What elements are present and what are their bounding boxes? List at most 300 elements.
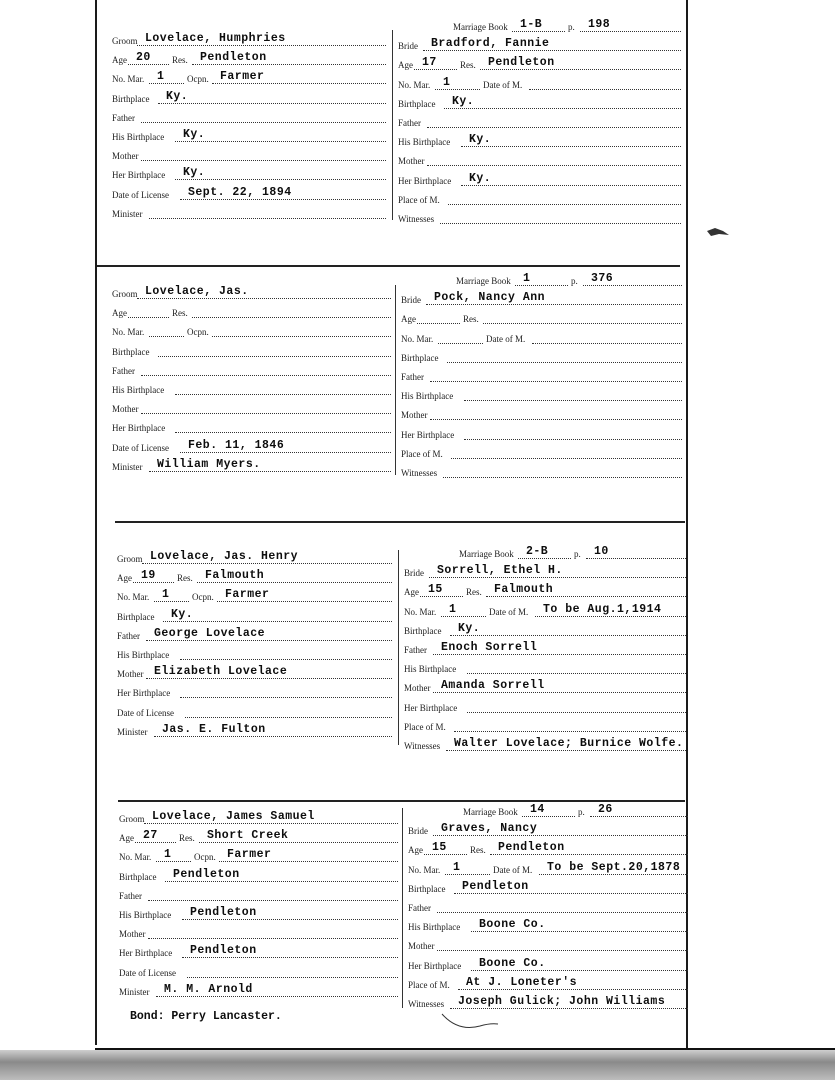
groom-no-mar-value: 1 [164, 848, 172, 861]
bride-her-birthplace-label: Her Birthplace [404, 703, 458, 713]
fill-in-line [146, 678, 392, 679]
bride-witnesses-value: Walter Lovelace; Burnice Wolfe. [454, 737, 684, 750]
fill-in-line [471, 931, 688, 932]
pen-stroke [440, 1010, 500, 1034]
fill-in-line [522, 816, 575, 817]
bride-his-birthplace-value: Ky. [469, 133, 492, 146]
fill-in-line [445, 874, 490, 875]
bride-marriage-book-field [453, 18, 565, 36]
groom-his-birthplace-value: Pendleton [190, 906, 257, 919]
groom-mother-field [117, 665, 392, 683]
groom-ocpn-label: Ocpn. [187, 327, 209, 337]
fill-in-line [464, 400, 682, 401]
fill-in-line [128, 64, 169, 65]
bride-her-birthplace-label: Her Birthplace [401, 430, 455, 440]
groom-no-mar-value: 1 [157, 70, 165, 83]
bride-birthplace-label: Birthplace [401, 353, 439, 363]
bride-place-of-m-label: Place of M. [404, 722, 446, 732]
groom-age-field [112, 304, 169, 322]
bride-mother-label: Mother [398, 156, 425, 166]
bride-p-value: 10 [594, 545, 609, 558]
bride-birthplace-label: Birthplace [398, 99, 436, 109]
groom-her-birthplace-field [119, 944, 398, 962]
fill-in-line [426, 304, 682, 305]
groom-minister-field [119, 983, 398, 1001]
fill-in-line [535, 616, 686, 617]
groom-age-field [117, 569, 174, 587]
fill-in-line [490, 854, 688, 855]
bride-her-birthplace-value: Boone Co. [479, 957, 546, 970]
bride-birthplace-value: Ky. [458, 622, 481, 635]
bride-no-mar-value: 1 [449, 603, 457, 616]
fill-in-line [450, 635, 686, 636]
groom-age-value: 27 [143, 829, 158, 842]
groom-res-field [172, 304, 391, 322]
groom-his-birthplace-field [112, 381, 391, 399]
groom-res-value: Falmouth [205, 569, 265, 582]
record-separator [97, 265, 680, 267]
groom-his-birthplace-label: His Birthplace [112, 132, 165, 142]
fill-in-line [141, 122, 386, 123]
groom-minister-value: William Myers. [157, 458, 261, 471]
groom-mother-label: Mother [112, 404, 139, 414]
bride-marriage-book-label: Marriage Book [459, 549, 514, 559]
fill-in-line [443, 477, 682, 478]
bride-birthplace-field [401, 349, 682, 367]
fill-in-line [182, 919, 398, 920]
bride-p-field [578, 803, 688, 821]
groom-res-label: Res. [172, 308, 188, 318]
groom-minister-value: Jas. E. Fulton [162, 723, 266, 736]
groom-ocpn-field [192, 588, 392, 606]
fill-in-line [512, 31, 565, 32]
groom-age-label: Age [117, 573, 132, 583]
fill-in-line [423, 50, 681, 51]
groom-groom-label: Groom [117, 554, 143, 564]
bride-mother-field [404, 679, 686, 697]
fill-in-line [219, 861, 398, 862]
fill-in-line [414, 69, 457, 70]
bride-age-value: 15 [428, 583, 443, 596]
groom-her-birthplace-field [117, 684, 392, 702]
groom-father-field [112, 109, 386, 127]
groom-minister-field [117, 723, 392, 741]
groom-age-label: Age [112, 55, 127, 65]
groom-groom-value: Lovelace, Jas. [145, 285, 249, 298]
fill-in-line [137, 298, 391, 299]
bride-bride-label: Bride [398, 41, 418, 51]
bride-her-birthplace-field [401, 426, 682, 444]
bride-his-birthplace-field [404, 660, 686, 678]
fill-in-line [446, 750, 686, 751]
bride-no-mar-label: No. Mar. [408, 865, 441, 875]
bride-p-value: 376 [591, 272, 614, 285]
groom-father-field [117, 627, 392, 645]
fill-in-line [458, 989, 688, 990]
groom-minister-label: Minister [117, 727, 148, 737]
bride-res-value: Falmouth [494, 583, 554, 596]
groom-her-birthplace-label: Her Birthplace [112, 423, 166, 433]
bride-father-label: Father [404, 645, 427, 655]
groom-groom-field [112, 285, 391, 303]
bride-p-label: p. [578, 807, 585, 817]
groom-ocpn-field [187, 70, 386, 88]
groom-age-value: 19 [141, 569, 156, 582]
groom-his-birthplace-label: His Birthplace [112, 385, 165, 395]
groom-date-of-license-label: Date of License [112, 443, 169, 453]
groom-mother-field [112, 400, 391, 418]
groom-birthplace-label: Birthplace [112, 347, 150, 357]
bride-no-mar-label: No. Mar. [404, 607, 437, 617]
groom-ocpn-field [194, 848, 398, 866]
bride-mother-label: Mother [401, 410, 428, 420]
fill-in-line [429, 577, 686, 578]
bride-age-label: Age [408, 845, 423, 855]
bride-marriage-book-value: 14 [530, 803, 545, 816]
bride-p-label: p. [568, 22, 575, 32]
bride-witnesses-label: Witnesses [408, 999, 445, 1009]
bride-no-mar-field [401, 330, 483, 348]
bride-date-of-m-field [486, 330, 682, 348]
groom-her-birthplace-label: Her Birthplace [117, 688, 171, 698]
fill-in-line [149, 471, 391, 472]
fill-in-line [175, 432, 391, 433]
groom-birthplace-label: Birthplace [119, 872, 157, 882]
bride-p-field [568, 18, 681, 36]
fill-in-line [529, 89, 681, 90]
groom-mother-label: Mother [119, 929, 146, 939]
bride-father-field [398, 114, 681, 132]
groom-father-value: George Lovelace [154, 627, 266, 640]
fill-in-line [590, 816, 688, 817]
fill-in-line [467, 712, 686, 713]
fill-in-line [180, 199, 386, 200]
fill-in-line [580, 31, 681, 32]
groom-her-birthplace-label: Her Birthplace [112, 170, 166, 180]
bride-marriage-book-label: Marriage Book [456, 276, 511, 286]
fill-in-line [464, 439, 682, 440]
bride-her-birthplace-label: Her Birthplace [398, 176, 452, 186]
fill-in-line [454, 893, 688, 894]
bride-birthplace-label: Birthplace [408, 884, 446, 894]
fill-in-line [417, 323, 460, 324]
fill-in-line [461, 185, 681, 186]
bride-res-field [463, 310, 682, 328]
groom-his-birthplace-field [119, 906, 398, 924]
fill-in-line [128, 317, 169, 318]
bride-res-label: Res. [460, 60, 476, 70]
groom-date-of-license-field [117, 704, 392, 722]
bride-place-of-m-label: Place of M. [398, 195, 440, 205]
groom-his-birthplace-value: Ky. [183, 128, 206, 141]
fill-in-line [133, 582, 174, 583]
fill-in-line [539, 874, 688, 875]
groom-his-birthplace-label: His Birthplace [117, 650, 170, 660]
groom-groom-field [119, 810, 398, 828]
bride-marriage-book-label: Marriage Book [453, 22, 508, 32]
bride-p-value: 26 [598, 803, 613, 816]
groom-no-mar-field [119, 848, 191, 866]
groom-groom-value: Lovelace, James Samuel [152, 810, 315, 823]
groom-his-birthplace-label: His Birthplace [119, 910, 172, 920]
groom-groom-value: Lovelace, Jas. Henry [150, 550, 299, 563]
groom-ocpn-label: Ocpn. [194, 852, 216, 862]
groom-birthplace-value: Pendleton [173, 868, 240, 881]
groom-res-label: Res. [179, 833, 195, 843]
fill-in-line [440, 223, 681, 224]
bride-mother-label: Mother [408, 941, 435, 951]
fill-in-line [141, 375, 391, 376]
groom-groom-value: Lovelace, Humphries [145, 32, 286, 45]
groom-minister-label: Minister [112, 462, 143, 472]
bride-date-of-m-value: To be Aug.1,1914 [543, 603, 662, 616]
groom-no-mar-label: No. Mar. [112, 327, 145, 337]
groom-date-of-license-label: Date of License [112, 190, 169, 200]
fill-in-line [197, 582, 392, 583]
fill-in-line [586, 558, 686, 559]
bride-birthplace-field [398, 95, 681, 113]
bride-p-field [574, 545, 686, 563]
bride-marriage-book-label: Marriage Book [463, 807, 518, 817]
bride-age-field [408, 841, 467, 859]
bride-bride-value: Pock, Nancy Ann [434, 291, 546, 304]
bride-her-birthplace-value: Ky. [469, 172, 492, 185]
groom-date-of-license-field [112, 186, 386, 204]
bride-mother-label: Mother [404, 683, 431, 693]
bride-witnesses-field [401, 464, 682, 482]
fill-in-line [583, 285, 682, 286]
bride-father-field [404, 641, 686, 659]
groom-groom-label: Groom [119, 814, 145, 824]
bride-no-mar-value: 1 [443, 76, 451, 89]
bride-witnesses-label: Witnesses [398, 214, 435, 224]
groom-mother-label: Mother [112, 151, 139, 161]
bride-age-field [401, 310, 460, 328]
bride-no-mar-field [398, 76, 480, 94]
bride-age-field [404, 583, 463, 601]
fill-in-line [437, 912, 688, 913]
fill-in-line [450, 1008, 688, 1009]
fill-in-line [135, 842, 176, 843]
groom-minister-field [112, 205, 386, 223]
bride-date-of-m-field [493, 861, 688, 879]
bride-place-of-m-field [408, 976, 688, 994]
bride-date-of-m-label: Date of M. [493, 865, 533, 875]
groom-birthplace-field [119, 868, 398, 886]
bride-his-birthplace-field [401, 387, 682, 405]
fill-in-line [149, 336, 184, 337]
groom-birthplace-label: Birthplace [117, 612, 155, 622]
groom-birthplace-value: Ky. [166, 90, 189, 103]
bride-age-value: 15 [432, 841, 447, 854]
groom-ocpn-field [187, 323, 391, 341]
bride-marriage-book-value: 1-B [520, 18, 543, 31]
column-divider [395, 285, 396, 475]
fill-in-line [146, 640, 392, 641]
bride-her-birthplace-field [404, 699, 686, 717]
bride-his-birthplace-value: Boone Co. [479, 918, 546, 931]
groom-minister-label: Minister [112, 209, 143, 219]
bride-her-birthplace-field [408, 957, 688, 975]
bride-his-birthplace-label: His Birthplace [401, 391, 454, 401]
bride-his-birthplace-label: His Birthplace [398, 137, 451, 147]
fill-in-line [532, 343, 682, 344]
fill-in-line [217, 601, 392, 602]
fill-in-line [175, 179, 386, 180]
bride-birthplace-value: Pendleton [462, 880, 529, 893]
bride-place-of-m-field [398, 191, 681, 209]
bride-age-field [398, 56, 457, 74]
bride-birthplace-label: Birthplace [404, 626, 442, 636]
fill-in-line [467, 673, 686, 674]
groom-date-of-license-value: Sept. 22, 1894 [188, 186, 292, 199]
groom-res-field [172, 51, 386, 69]
bride-father-field [408, 899, 688, 917]
bride-p-field [571, 272, 682, 290]
bride-res-label: Res. [466, 587, 482, 597]
bride-marriage-book-value: 1 [523, 272, 531, 285]
bride-mother-field [408, 937, 688, 955]
fill-in-line [192, 317, 391, 318]
bride-her-birthplace-label: Her Birthplace [408, 961, 462, 971]
groom-age-label: Age [112, 308, 127, 318]
bride-bride-label: Bride [401, 295, 421, 305]
bride-witnesses-field [398, 210, 681, 228]
groom-mother-label: Mother [117, 669, 144, 679]
groom-birthplace-label: Birthplace [112, 94, 150, 104]
fill-in-line [180, 452, 391, 453]
groom-age-field [119, 829, 176, 847]
bride-marriage-book-field [463, 803, 575, 821]
groom-age-field [112, 51, 169, 69]
bond-note: Bond: Perry Lancaster. [130, 1010, 282, 1023]
bride-date-of-m-field [483, 76, 681, 94]
groom-no-mar-value: 1 [162, 588, 170, 601]
bride-res-field [470, 841, 688, 859]
groom-date-of-license-label: Date of License [117, 708, 174, 718]
fill-in-line [192, 64, 386, 65]
fill-in-line [433, 692, 686, 693]
groom-groom-field [112, 32, 386, 50]
fill-in-line [441, 616, 486, 617]
groom-res-field [177, 569, 392, 587]
groom-no-mar-label: No. Mar. [117, 592, 150, 602]
fill-in-line [175, 394, 391, 395]
bride-res-label: Res. [470, 845, 486, 855]
bride-age-label: Age [398, 60, 413, 70]
fill-in-line [165, 881, 398, 882]
fill-in-line [433, 835, 688, 836]
bride-her-birthplace-field [398, 172, 681, 190]
groom-her-birthplace-value: Ky. [183, 166, 206, 179]
groom-birthplace-field [112, 343, 391, 361]
scan-bottom-shadow [0, 1050, 835, 1080]
fill-in-line [149, 83, 184, 84]
groom-age-value: 20 [136, 51, 151, 64]
bride-bride-field [404, 564, 686, 582]
fill-in-line [182, 957, 398, 958]
fill-in-line [142, 563, 392, 564]
fill-in-line [420, 596, 463, 597]
bride-bride-value: Graves, Nancy [441, 822, 538, 835]
groom-mother-value: Elizabeth Lovelace [154, 665, 288, 678]
groom-age-label: Age [119, 833, 134, 843]
fill-in-line [148, 900, 398, 901]
groom-birthplace-field [112, 90, 386, 108]
bride-date-of-m-label: Date of M. [489, 607, 529, 617]
groom-father-label: Father [117, 631, 140, 641]
bride-res-label: Res. [463, 314, 479, 324]
fill-in-line [486, 596, 686, 597]
bride-marriage-book-field [459, 545, 571, 563]
column-divider [398, 550, 399, 745]
groom-his-birthplace-field [112, 128, 386, 146]
groom-her-birthplace-value: Pendleton [190, 944, 257, 957]
bride-his-birthplace-label: His Birthplace [408, 922, 461, 932]
bride-birthplace-value: Ky. [452, 95, 475, 108]
groom-no-mar-field [112, 70, 184, 88]
bride-p-label: p. [574, 549, 581, 559]
bride-bride-label: Bride [408, 826, 428, 836]
bride-bride-value: Sorrell, Ethel H. [437, 564, 563, 577]
fill-in-line [427, 127, 681, 128]
bride-res-value: Pendleton [488, 56, 555, 69]
record-separator [118, 800, 685, 802]
groom-groom-label: Groom [112, 36, 138, 46]
bride-age-label: Age [401, 314, 416, 324]
groom-minister-label: Minister [119, 987, 150, 997]
groom-groom-field [117, 550, 392, 568]
bride-marriage-book-value: 2-B [526, 545, 549, 558]
bride-date-of-m-label: Date of M. [486, 334, 526, 344]
fill-in-line [141, 160, 386, 161]
groom-date-of-license-field [112, 439, 391, 457]
bride-age-value: 17 [422, 56, 437, 69]
fill-in-line [154, 736, 392, 737]
page-edge-left [95, 0, 97, 1045]
bride-his-birthplace-field [398, 133, 681, 151]
bride-bride-field [408, 822, 688, 840]
fill-in-line [185, 717, 392, 718]
bride-father-label: Father [401, 372, 424, 382]
fill-in-line [180, 697, 392, 698]
fill-in-line [175, 141, 386, 142]
bride-no-mar-label: No. Mar. [398, 80, 431, 90]
bride-res-field [460, 56, 681, 74]
column-divider [392, 30, 393, 220]
ink-smudge [705, 225, 731, 239]
groom-mother-field [119, 925, 398, 943]
fill-in-line [424, 854, 467, 855]
groom-res-label: Res. [177, 573, 193, 583]
fill-in-line [435, 89, 480, 90]
groom-ocpn-label: Ocpn. [192, 592, 214, 602]
fill-in-line [444, 108, 681, 109]
fill-in-line [158, 103, 386, 104]
bride-father-label: Father [408, 903, 431, 913]
groom-ocpn-label: Ocpn. [187, 74, 209, 84]
fill-in-line [430, 419, 682, 420]
bride-no-mar-label: No. Mar. [401, 334, 434, 344]
groom-her-birthplace-field [112, 419, 391, 437]
groom-res-value: Short Creek [207, 829, 289, 842]
bride-bride-field [398, 37, 681, 55]
fill-in-line [137, 45, 386, 46]
groom-minister-value: M. M. Arnold [164, 983, 253, 996]
groom-no-mar-field [112, 323, 184, 341]
groom-no-mar-field [117, 588, 189, 606]
bride-date-of-m-value: To be Sept.20,1878 [547, 861, 681, 874]
